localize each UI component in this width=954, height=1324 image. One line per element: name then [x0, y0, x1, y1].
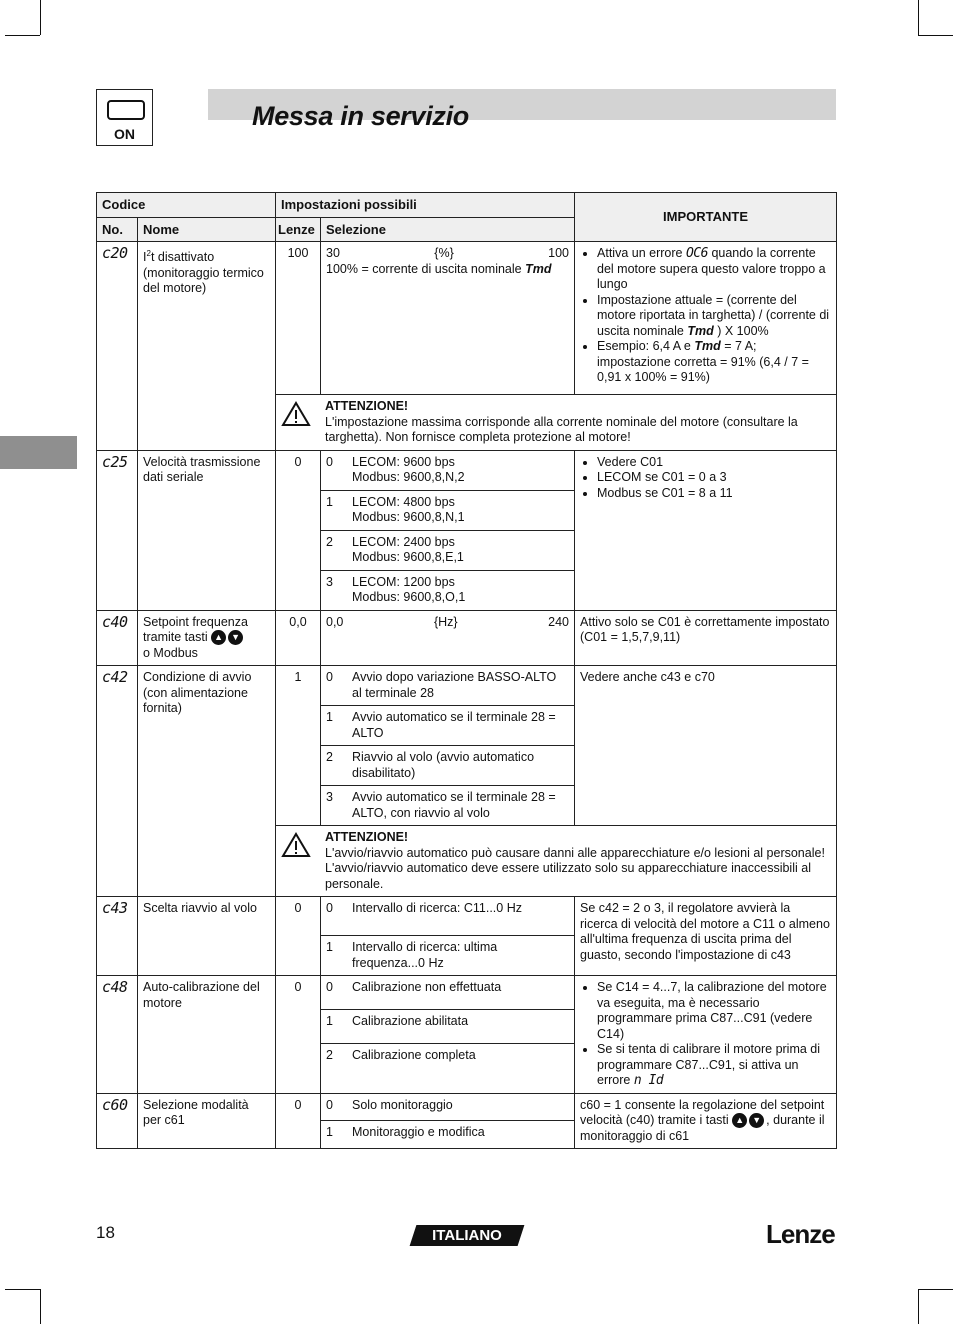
crop-mark — [5, 35, 40, 36]
list-item: • Esempio: 6,4 A e Tmd = 7 A; impostazione corretta = 91% (6,4 / 7 = 0,91 x 100% = 91%) — [597, 339, 831, 386]
warning-text: L'impostazione massima corrisponde alla corrente nominale del motore (consultare la targhetta). Non fornisce completa protezione al motore! — [325, 414, 798, 444]
side-tab-marker — [0, 436, 77, 469]
warning-box — [276, 395, 837, 451]
param-selection: 30 {%} 100 100% = corrente di uscita nominale Tmd — [321, 242, 575, 395]
header-no: No. — [97, 217, 138, 242]
param-code: c25 — [97, 450, 138, 610]
param-code: c20 — [97, 242, 138, 451]
header-importante: IMPORTANTE — [575, 193, 837, 242]
table-row — [97, 610, 837, 666]
warning-title: ATTENZIONE! — [325, 399, 409, 413]
page-number: 18 — [96, 1223, 115, 1242]
warning-title: ATTENZIONE! — [325, 830, 409, 844]
warning-triangle-icon — [281, 399, 325, 432]
crop-mark — [918, 1289, 953, 1290]
table-row — [97, 897, 837, 936]
option: 0 LECOM: 9600 bps Modbus: 9600,8,N,2 — [321, 450, 575, 490]
option: 1 LECOM: 4800 bps Modbus: 9600,8,N,1 — [321, 490, 575, 530]
option: 2 Calibrazione completa — [321, 1044, 575, 1093]
option: 1 Intervallo di ricerca: ultima frequenza...0 Hz — [321, 936, 575, 976]
option: 0 Avvio dopo variazione BASSO-ALTO al terminale 28 — [321, 666, 575, 706]
brand-logo: Lenze — [766, 1219, 835, 1249]
list-item: • Modbus se C01 = 8 a 11 — [597, 486, 831, 502]
option: 3 Avvio automatico se il terminale 28 = ALTO, con riavvio al volo — [321, 786, 575, 826]
option: 0 Intervallo di ricerca: C11...0 Hz — [321, 897, 575, 936]
param-notes: Se c42 = 2 o 3, il regolatore avvierà la ricerca di velocità del motore a C11 o almeno all'ultima frequenza di uscita prima del guasto, secondo l'impostazione di c43 — [575, 897, 837, 976]
up-key-icon: ▲ — [732, 1113, 747, 1128]
table-row — [97, 1093, 837, 1121]
parameter-table — [96, 192, 837, 1149]
list-item: • Se C14 = 4...7, la calibrazione del motore va eseguita, ma è necessario programmare prima C87...C91 (vedere C14) — [597, 980, 831, 1042]
crop-mark — [40, 0, 41, 35]
header-impostazioni: Impostazioni possibili — [276, 193, 575, 218]
param-default: 100 — [276, 242, 321, 395]
crop-mark — [5, 1289, 40, 1290]
up-key-icon: ▲ — [211, 630, 226, 645]
option: 1 Monitoraggio e modifica — [321, 1121, 575, 1149]
param-notes — [575, 450, 837, 610]
param-default: 0 — [276, 976, 321, 1094]
param-code: c43 — [97, 897, 138, 976]
language-label: ITALIANO — [432, 1227, 502, 1244]
option: 0 Calibrazione non effettuata — [321, 976, 575, 1010]
param-name: $I^2t$ disattivato (monitoraggio termico del motore) — [138, 242, 276, 451]
table-row — [97, 666, 837, 706]
param-default: 1 — [276, 666, 321, 826]
param-notes: Attivo solo se C01 è correttamente impostato (C01 = 1,5,7,9,11) — [575, 610, 837, 666]
param-name: Scelta riavvio al volo — [138, 897, 276, 976]
header-selezione: Selezione — [321, 217, 575, 242]
param-code: c60 — [97, 1093, 138, 1149]
param-name: Selezione modalità per c61 — [138, 1093, 276, 1149]
param-default: 0 — [276, 897, 321, 976]
param-name: Velocità trasmissione dati seriale — [138, 450, 276, 610]
list-item: • Attiva un errore OC6 quando la corrente del motore supera questo valore troppo a lungo — [597, 246, 831, 293]
table-row — [97, 242, 837, 395]
page-title: Messa in servizio — [252, 101, 470, 131]
option: 1 Calibrazione abilitata — [321, 1010, 575, 1044]
param-default: 0 — [276, 1093, 321, 1149]
param-notes: c60 = 1 consente la regolazione del setpoint velocità (c40) tramite i tasti ▲ ▼ , durante il monitoraggio di c61 — [575, 1093, 837, 1149]
option: 3 LECOM: 1200 bps Modbus: 9600,8,O,1 — [321, 570, 575, 610]
crop-mark — [918, 35, 953, 36]
language-badge — [410, 1225, 525, 1246]
table-row — [97, 976, 837, 1010]
param-notes: Vedere anche c43 e c70 — [575, 666, 837, 826]
crop-mark — [918, 1289, 919, 1324]
option: 2 Riavvio al volo (avvio automatico disabilitato) — [321, 746, 575, 786]
crop-mark — [40, 1289, 41, 1324]
param-name: Auto-calibrazione del motore — [138, 976, 276, 1094]
param-notes — [575, 242, 837, 395]
param-default: 0,0 — [276, 610, 321, 666]
down-key-icon: ▼ — [228, 630, 243, 645]
list-item: • Vedere C01 — [597, 455, 831, 471]
warning-text: L'avvio/riavvio automatico può causare danni alle apparecchiature e/o lesioni al personale! L'avvio/riavvio automatico deve essere utilizzato solo su apparecchiature inaccessibili al personale. — [325, 845, 825, 891]
header-codice: Codice — [97, 193, 276, 218]
warning-box — [276, 826, 837, 897]
param-code: c48 — [97, 976, 138, 1094]
param-default: 0 — [276, 450, 321, 610]
header-row — [97, 193, 837, 218]
option: 0 Solo monitoraggio — [321, 1093, 575, 1121]
param-code: c40 — [97, 610, 138, 666]
table-row — [97, 450, 837, 490]
power-switch-icon — [96, 89, 153, 146]
param-notes — [575, 976, 837, 1094]
param-code: c42 — [97, 666, 138, 897]
param-selection: 0,0 {Hz} 240 — [321, 610, 575, 666]
down-key-icon: ▼ — [749, 1113, 764, 1128]
param-name: Condizione di avvio (con alimentazione fornita) — [138, 666, 276, 897]
option: 1 Avvio automatico se il terminale 28 = ALTO — [321, 706, 575, 746]
warning-triangle-icon — [281, 830, 325, 863]
list-item: • Impostazione attuale = (corrente del motore riportata in targhetta) / (corrente di uscita nominale Tmd ) X 100% — [597, 293, 831, 340]
header-lenze: Lenze — [276, 217, 321, 242]
power-switch-label: ON — [114, 126, 135, 142]
crop-mark — [918, 0, 919, 35]
option: 2 LECOM: 2400 bps Modbus: 9600,8,E,1 — [321, 530, 575, 570]
list-item: • Se si tenta di calibrare il motore prima di programmare C87...C91, si attiva un errore n Id — [597, 1042, 831, 1089]
header-nome: Nome — [138, 217, 276, 242]
list-item: • LECOM se C01 = 0 a 3 — [597, 470, 831, 486]
param-name: Setpoint frequenza tramite tasti ▲ ▼ o Modbus — [138, 610, 276, 666]
